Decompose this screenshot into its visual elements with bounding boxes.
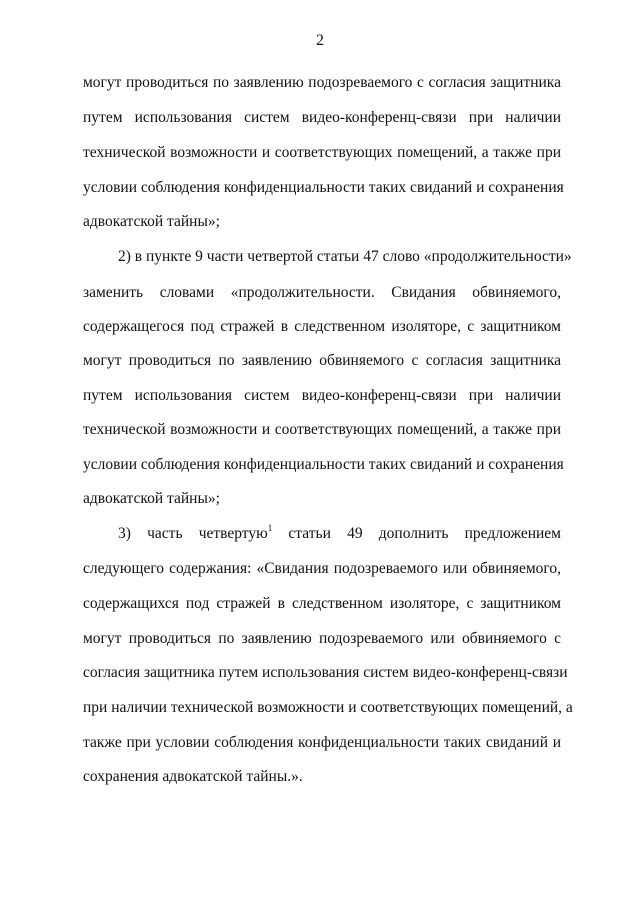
text-line <box>118 524 561 544</box>
text-run: статьи 49 дополнить предложением <box>272 525 561 542</box>
text-line: содержащихся под стражей в следственном изоляторе, с защитником <box>83 595 561 612</box>
text-line: условии соблюдения конфиденциальности таких свиданий и сохранения <box>83 456 564 473</box>
text-line: могут проводиться по заявлению обвиняемого с согласия защитника <box>83 352 561 369</box>
text-line: согласия защитника путем использования систем видео-конференц-связи <box>83 664 568 681</box>
text-line: следующего содержания: «Свидания подозреваемого или обвиняемого, <box>83 560 561 577</box>
text-line: могут проводиться по заявлению подозреваемого с согласия защитника <box>83 74 561 91</box>
text-line: технической возможности и соответствующих помещений, а также при <box>83 421 561 438</box>
text-line: путем использования систем видео-конференц-связи при наличии <box>83 387 561 404</box>
text-line: адвокатской тайны»; <box>83 490 220 507</box>
text-line: могут проводиться по заявлению подозреваемого или обвиняемого с <box>83 630 561 647</box>
text-run: 3) часть четвертую <box>118 525 268 542</box>
text-line: заменить словами «продолжительности. Свидания обвиняемого, <box>83 284 561 301</box>
text-line: путем использования систем видео-конференц-связи при наличии <box>83 109 561 126</box>
text-line: условии соблюдения конфиденциальности таких свиданий и сохранения <box>83 179 564 196</box>
page-number: 2 <box>316 32 324 49</box>
text-line: сохранения адвокатской тайны.». <box>83 768 303 785</box>
text-line: также при условии соблюдения конфиденциальности таких свиданий и <box>83 734 561 751</box>
text-line: при наличии технической возможности и соответствующих помещений, а <box>83 699 573 716</box>
superscript: 1 <box>267 523 273 533</box>
text-line: адвокатской тайны»; <box>83 213 220 230</box>
text-line: 2) в пункте 9 части четвертой статьи 47 слово «продолжительности» <box>118 248 572 265</box>
text-line: технической возможности и соответствующих помещений, а также при <box>83 144 561 161</box>
text-line: содержащегося под стражей в следственном изоляторе, с защитником <box>83 318 561 335</box>
